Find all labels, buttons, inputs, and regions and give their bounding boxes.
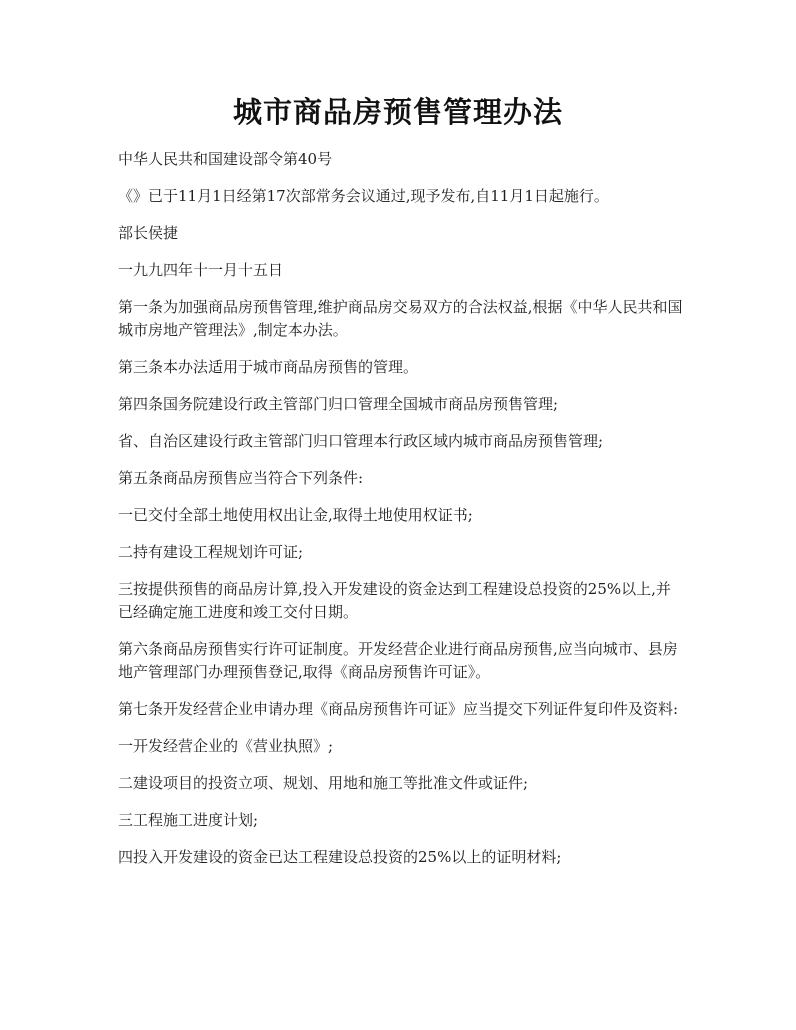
paragraph-article-4-provincial: 省、自治区建设行政主管部门归口管理本行政区域内城市商品房预售管理; — [118, 432, 604, 450]
paragraph-minister: 部长侯捷 — [118, 224, 179, 242]
paragraph-promulgation: 《》已于11月1日经第17次部常务会议通过,现予发布,自11月1日起施行。 — [118, 187, 609, 205]
paragraph-article-3: 第三条本办法适用于城市商品房预售的管理。 — [118, 358, 419, 376]
paragraph-article-7-item-4: 四投入开发建设的资金已达工程建设总投资的25%以上的证明材料; — [118, 848, 562, 866]
document-title: 城市商品房预售管理办法 — [232, 95, 563, 129]
paragraph-date: 一九九四年十一月十五日 — [118, 261, 284, 279]
paragraph-article-5-item-3: 三按提供预售的商品房计算,投入开发建设的资金达到工程建设总投资的25%以上,并已经确定施工进度和竣工交付日期。 — [118, 580, 671, 621]
paragraph-article-7-item-3: 三工程施工进度计划; — [118, 811, 259, 829]
paragraph-article-1: 第一条为加强商品房预售管理,维护商品房交易双方的合法权益,根据《中华人民共和国城市房地产管理法》,制定本办法。 — [118, 298, 683, 339]
paragraph-article-7-item-2: 二建设项目的投资立项、规划、用地和施工等批准文件或证件; — [118, 774, 529, 792]
paragraph-article-6: 第六条商品房预售实行许可证制度。开发经营企业进行商品房预售,应当向城市、县房地产管理部门办理预售登记,取得《商品房预售许可证》。 — [118, 640, 678, 681]
paragraph-article-4: 第四条国务院建设行政主管部门归口管理全国城市商品房预售管理; — [118, 395, 559, 413]
paragraph-article-7: 第七条开发经营企业申请办理《商品房预售许可证》应当提交下列证件复印件及资料: — [118, 700, 679, 718]
document-body — [118, 148, 684, 883]
paragraph-article-5: 第五条商品房预售应当符合下列条件: — [118, 469, 364, 487]
paragraph-decree-number: 中华人民共和国建设部令第40号 — [118, 150, 333, 168]
paragraph-article-5-item-1: 一已交付全部土地使用权出让金,取得土地使用权证书; — [118, 506, 473, 524]
paragraph-article-5-item-2: 二持有建设工程规划许可证; — [118, 543, 304, 561]
paragraph-article-7-item-1: 一开发经营企业的《营业执照》; — [118, 737, 334, 755]
